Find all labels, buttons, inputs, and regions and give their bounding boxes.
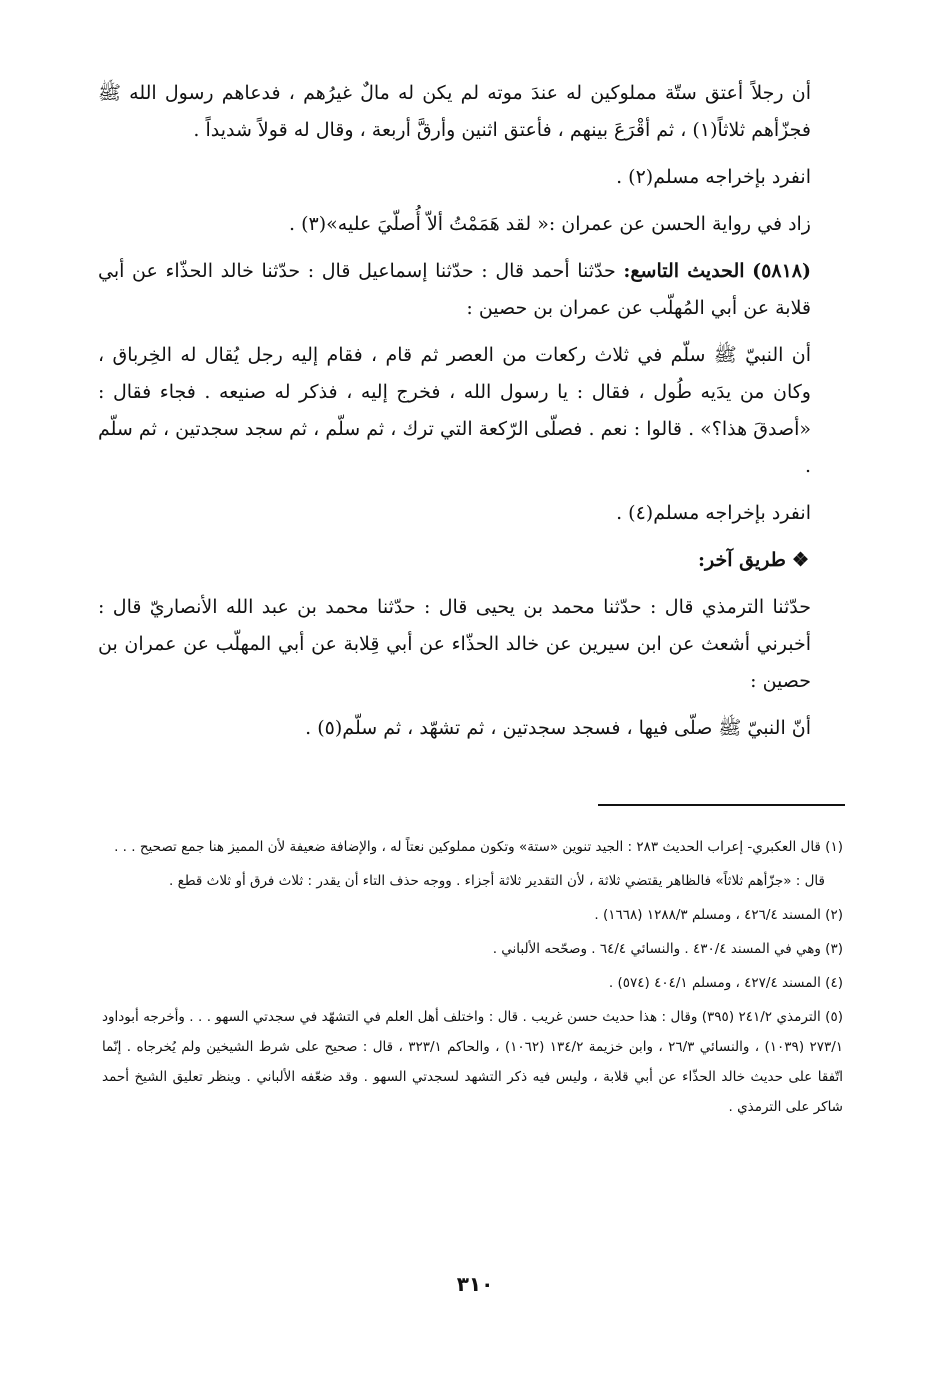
- footnote-1: (١) قال العكبري- إعراب الحديث ٢٨٣ : الجيد تنوين «ستة» وتكون مملوكين نعتاً له ، والإضافة ضعيفة لأن المميز هنا جمع تصحيح . . .: [114, 839, 843, 855]
- footnote-2: (٢) المسند ٤٢٦/٤ ، ومسلم ١٢٨٨/٣ (١٦٦٨) .: [594, 907, 843, 923]
- footnote-5: (٥) الترمذي ٢٤١/٢ (٣٩٥) وقال : هذا حديث حسن غريب . قال : واختلف أهل العلم في التشهّد في سجدتي السهو . . . وأخرجه أبوداود ٢٧٣/١ (١٠٣٩) ، والنسائي ٢٦/٣ ، وابن خزيمة ١٣٤/٢ (١٠٦٢) ، والحاكم ٣٢٣/١ ، قال : صحيح على شرط الشيخين ولم يُخرجاه . إنّما اتّفقا على حديث خالد الحذّاء عن أبي قلابة ، وليس فيه ذكر التشهد لسجدتي السهو . وقد ضعّفه الألباني . وينظر تعليق الشيخ أحمد شاكر على الترمذي .: [102, 1009, 844, 1115]
- paragraph-hadith-text-1: أن رجلاً أعتق ستّة مملوكين له عندَ موته لم يكن له مالٌ غيرُهم ، فدعاهم رسول الله ﷺ فجزّأهم ثلاثاً(١) ، ثم أقْرَعَ بينهم ، فأعتق اثنين وأرقَّ أربعة ، وقال له قولاً شديداً .: [98, 82, 811, 141]
- footnote-4: (٤) المسند ٤٢٧/٤ ، ومسلم ٤٠٤/١ (٥٧٤) .: [608, 975, 843, 991]
- section-heading: [98, 542, 843, 579]
- hadith-number: (٥٨١٨): [752, 260, 811, 282]
- paragraph-addition-note: زاد في رواية الحسن عن عمران :« لقد هَمَمْتُ ألاّ أُصلّيَ عليه»(٣) .: [289, 213, 811, 235]
- section-title: طريق آخر:: [698, 549, 786, 571]
- footnote-divider: [598, 804, 845, 806]
- page-number: ٣١٠: [456, 1272, 494, 1296]
- paragraph-hadith-text-2: أن النبيّ ﷺ سلّم في ثلاث ركعات من العصر ثم قام ، فقام إليه رجل يُقال له الخِرباق ، وكان من يدَيه طُول ، فقال : يا رسول الله ، فخرج إليه ، فذكر له صنيعه . فجاء فقال : «أصدقَ هذا؟» . قالوا : نعم . فصلّى الرّكعة التي ترك ، ثم سلّم ، ثم سجد سجدتين ، ثم سلّم .: [98, 344, 811, 477]
- paragraph-chain-tirmidhi: حدّثنا الترمذي قال : حدّثنا محمد بن يحيى قال : حدّثنا محمد بن عبد الله الأنصاريّ قال : أخبرني أشعث عن ابن سيرين عن خالد الحذّاء عن أبي قِلابة عن أبي المهلّب عن عمران بن حصين :: [98, 596, 811, 692]
- footnote-1-continued: قال : «جزّأهم ثلاثاً» فالظاهر يقتضي ثلاثة ، لأن التقدير ثلاثة أجزاء . ووجه حذف التاء أن يقدر : ثلاث فرق أو ثلاث قطع .: [169, 873, 825, 889]
- hadith-title: الحديث التاسع:: [623, 260, 745, 282]
- paragraph-source-note-2: انفرد بإخراجه مسلم(٤) .: [616, 502, 811, 524]
- diamond-bullet-icon: ❖: [791, 549, 809, 571]
- paragraph-hadith-9-chain: [98, 253, 843, 327]
- main-text: [98, 75, 843, 757]
- footnote-3: (٣) وهي في المسند ٤٣٠/٤ . والنسائي ٦٤/٤ . وصحّحه الألباني .: [492, 941, 843, 957]
- paragraph-source-note-1: انفرد بإخراجه مسلم(٢) .: [616, 166, 811, 188]
- footnotes: [102, 832, 843, 1126]
- paragraph-hadith-text-3: أنّ النبيّ ﷺ صلّى فيها ، فسجد سجدتين ، ثم تشهّد ، ثم سلّم(٥) .: [305, 717, 811, 739]
- hadith-chain-text: حدّثنا أحمد قال : حدّثنا إسماعيل قال : حدّثنا خالد الحذّاء عن أبي قلابة عن أبي المُهلّب عن عمران بن حصين :: [98, 260, 811, 319]
